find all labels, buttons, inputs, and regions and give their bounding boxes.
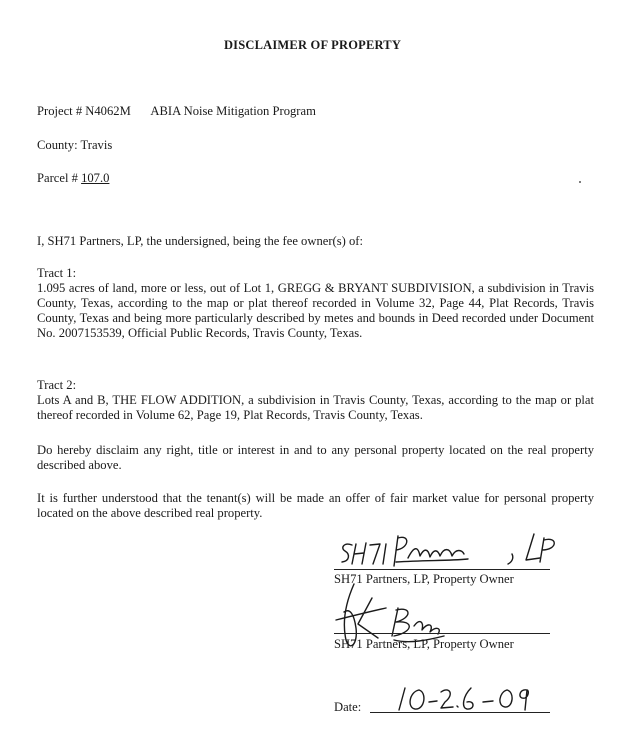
date-stroke-9 (520, 690, 528, 710)
date-stroke-dash2 (483, 701, 493, 702)
date-stroke-6 (464, 688, 473, 709)
project-line (37, 104, 316, 119)
sig2-stroke-b (392, 608, 409, 636)
sig1-stroke-1 (383, 544, 386, 564)
sig1-stroke-p2 (540, 538, 554, 562)
signature-2-caption: SH71 Partners, LP, Property Owner (334, 637, 514, 651)
date-stroke-0b (500, 690, 512, 707)
parcel-number: 107.0 (81, 171, 110, 185)
parcel-label: Parcel # (37, 171, 78, 185)
sig2-stroke-k (358, 598, 378, 638)
date-stroke-1 (399, 688, 405, 710)
sig1-stroke-7 (370, 544, 380, 564)
tract2-description: Lots A and B, THE FLOW ADDITION, a subdivision in Travis County, Texas, according to the map or plat thereof recorded in Volume 62, Page 19, Plat Records, Travis County, Texas. (37, 393, 594, 422)
scan-speck (579, 181, 581, 183)
project-label: Project (37, 104, 73, 118)
date-label: Date: (334, 700, 362, 714)
tract1-description: 1.095 acres of land, more or less, out of Lot 1, GREGG & BRYANT SUBDIVISION, a subdivision in Travis County, Texas, according to the map or plat thereof recorded in Volume 32, Page 44, Plat Records, Travis County, Texas and being more particularly described by metes and bounds in Deed recorded under Document No. 2007153539, Official Public Records, Travis County, Texas. (37, 281, 594, 340)
sig1-stroke-word (408, 549, 464, 558)
county-label: County: (37, 138, 78, 152)
county-value: Travis (80, 138, 113, 152)
signature-1-line (334, 569, 550, 570)
sig1-stroke-s (342, 544, 352, 562)
date-handwriting-image (395, 680, 535, 716)
date-stroke-dot (457, 706, 458, 707)
signature-1-handwriting-image (336, 528, 566, 574)
county-line (37, 138, 112, 153)
intro-statement: I, SH71 Partners, LP, the undersigned, being the fee owner(s) of: (37, 234, 363, 248)
date-stroke-2 (441, 690, 453, 708)
parcel-line (37, 171, 109, 186)
tract1-heading: Tract 1: (37, 266, 77, 280)
sig1-stroke-h (352, 543, 366, 564)
signature-1-caption: SH71 Partners, LP, Property Owner (334, 572, 514, 586)
project-name: ABIA Noise Mitigation Program (150, 104, 316, 118)
project-number: # N4062M (75, 104, 131, 118)
disclaim-statement: Do hereby disclaim any right, title or interest in and to any personal property located on the real property described above. (37, 443, 594, 472)
tract2-heading: Tract 2: (37, 378, 77, 392)
sig1-stroke-underline (396, 559, 468, 562)
date-stroke-dash1 (429, 701, 437, 702)
date-stroke-0 (410, 690, 424, 709)
signature-2-line (334, 633, 550, 634)
sig1-stroke-comma (508, 554, 513, 564)
tenant-offer-statement: It is further understood that the tenant(s) will be made an offer of fair market value for personal property located on the above described real property. (37, 491, 594, 520)
sig1-stroke-l (526, 534, 540, 560)
document-title: DISCLAIMER OF PROPERTY (223, 38, 402, 52)
